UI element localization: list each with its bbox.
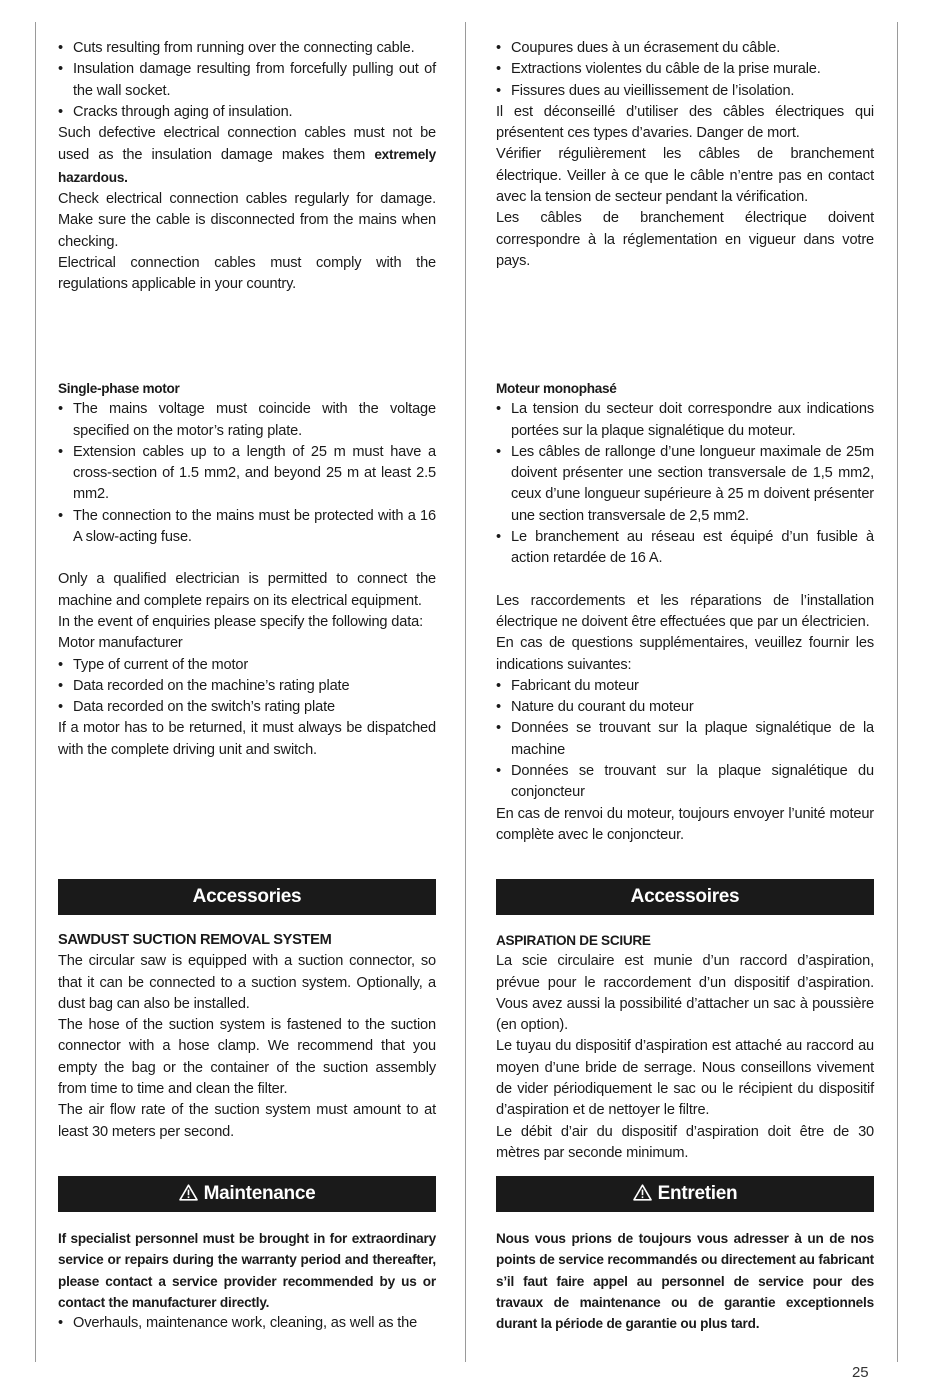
en-maintenance-title: Maintenance — [203, 1183, 316, 1204]
spacer — [496, 570, 874, 591]
en-accessories-section — [58, 930, 436, 1143]
fr-electrician-paragraph: Les raccordements et les réparations de l’installation électrique ne doivent être effectuées que par un électricien. — [496, 592, 874, 630]
fr-maintenance-notice: Nous vous prions de toujours vous adresser à un de nos points de service recommandés ou directement au fabricant s’il faut faire appel au personnel de service pour des travaux de maintenance ou de garantie exceptionnels durant la période de garantie ou plus tard. — [496, 1231, 874, 1332]
list-item: • Type of current of the motor — [58, 655, 436, 676]
en-warning-text: Such defective electrical connection cables must not be used as the insulation damage makes them — [58, 125, 436, 164]
fr-maintenance-header — [496, 1176, 874, 1212]
list-item: • Data recorded on the switch’s rating plate — [58, 697, 436, 718]
list-item: • Extractions violentes du câble de la prise murale. — [496, 59, 874, 80]
en-warning-paragraph — [58, 123, 436, 189]
fr-suction-p2: Le tuyau du dispositif d’aspiration est attaché au raccord au moyen d’une bride de serrage. Nous conseillons vivement de vider périodiquement le sac ou le récipient du dispositif d’aspiration et de nettoyer le filtre. — [496, 1038, 874, 1119]
list-item: • Overhauls, maintenance work, cleaning, as well as the — [58, 1313, 436, 1334]
en-maintenance-header — [58, 1176, 436, 1212]
list-item: • Cuts resulting from running over the connecting cable. — [58, 38, 436, 59]
fr-returned-paragraph: En cas de renvoi du moteur, toujours envoyer l’unité moteur complète avec le conjoncteur. — [496, 805, 874, 843]
en-motor-list — [58, 399, 436, 548]
list-item: • Coupures dues à un écrasement du câble. — [496, 38, 874, 59]
list-item: • Le branchement au réseau est équipé d’un fusible à action retardée de 16 A. — [496, 527, 874, 570]
en-suction-p2: The hose of the suction system is fastened to the suction connector with a hose clamp. We recommend that you empty the bag or the container of the suction assembly from time to time and clean the filter. — [58, 1017, 436, 1098]
en-suction-p3: The air flow rate of the suction system must amount to at least 30 meters per second. — [58, 1102, 436, 1140]
fr-accessories-header: Accessoires — [496, 879, 874, 915]
fr-maintenance-section — [496, 1228, 874, 1334]
en-warning-bold: extremely hazardous. — [58, 147, 436, 185]
en-motor-section — [58, 378, 436, 761]
en-damage-list — [58, 38, 436, 123]
list-item: • Extension cables up to a length of 25 m must have a cross-section of 1.5 mm2, and beyond 25 m at least 2.5 mm2. — [58, 442, 436, 506]
fr-suction-p3: Le débit d’air du dispositif d’aspiration doit être de 30 mètres par seconde minimum. — [496, 1123, 874, 1161]
list-item: • Les câbles de rallonge d’une longueur maximale de 25m doivent présenter une section transversale de 1,5 mm2, ceux d’une longueur supérieure à 25 m doivent présenter une section transversale de 2,5 mm2. — [496, 442, 874, 527]
list-item: • Insulation damage resulting from forcefully pulling out of the wall socket. — [58, 59, 436, 102]
spacer — [58, 548, 436, 569]
fr-data-list — [496, 676, 874, 804]
fr-maintenance-title: Entretien — [657, 1183, 738, 1204]
en-enquiries-paragraph: In the event of enquiries please specify the following data: — [58, 613, 424, 630]
fr-motor-section — [496, 378, 874, 846]
en-check-paragraph: Check electrical connection cables regularly for damage. Make sure the cable is disconnected from the mains when checking. — [58, 191, 436, 250]
list-item: • Données se trouvant sur la plaque signalétique du conjoncteur — [496, 761, 874, 804]
en-electrician-paragraph: Only a qualified electrician is permitted to connect the machine and complete repairs on its electrical equipment. — [58, 571, 436, 609]
en-motor-heading: Single-phase motor — [58, 381, 180, 396]
en-accessories-header: Accessories — [58, 879, 436, 915]
en-maintenance-list — [58, 1313, 436, 1334]
en-manufacturer-line: Motor manufacturer — [58, 635, 183, 652]
fr-suction-heading: ASPIRATION DE SCIURE — [496, 933, 651, 948]
fr-suction-p1: La scie circulaire est munie d’un raccord d’aspiration, prévue pour le raccordement d’un dispositif d’aspiration. Vous avez aussi la possibilité d’attacher un sac à poussière (en option). — [496, 953, 874, 1034]
warning-triangle-icon — [633, 1184, 652, 1201]
en-suction-heading: SAWDUST SUCTION REMOVAL SYSTEM — [58, 932, 332, 948]
list-item: • Données se trouvant sur la plaque signalétique de la machine — [496, 718, 874, 761]
en-comply-paragraph: Electrical connection cables must comply with the regulations applicable in your country. — [58, 254, 436, 293]
list-item: • La tension du secteur doit correspondre aux indications portées sur la plaque signalétique du moteur. — [496, 399, 874, 442]
en-data-list — [58, 655, 436, 719]
fr-check-paragraph: Vérifier régulièrement les câbles de branchement électrique. Veiller à ce que le câble n’entre pas en contact avec la tension de secteur pendant la vérification. — [496, 146, 874, 206]
list-item: • Fabricant du moteur — [496, 676, 874, 697]
fr-comply-paragraph: Les câbles de branchement électrique doivent correspondre à la réglementation en vigueur dans votre pays. — [496, 210, 874, 269]
list-item: • The connection to the mains must be protected with a 16 A slow-acting fuse. — [58, 506, 436, 549]
warning-triangle-icon — [179, 1184, 198, 1201]
fr-damage-list — [496, 38, 874, 102]
fr-motor-heading: Moteur monophasé — [496, 381, 617, 396]
en-cable-damage-section — [58, 38, 436, 296]
fr-accessories-section — [496, 930, 874, 1164]
list-item: • Cracks through aging of insulation. — [58, 102, 436, 123]
list-item: • Fissures dues au vieillissement de l’isolation. — [496, 81, 874, 102]
list-item: • Data recorded on the machine’s rating plate — [58, 676, 436, 697]
list-item: • Nature du courant du moteur — [496, 697, 874, 718]
page-number: 25 — [852, 1364, 869, 1381]
en-returned-paragraph: If a motor has to be returned, it must always be dispatched with the complete driving unit and switch. — [58, 720, 436, 758]
fr-danger-paragraph: Il est déconseillé d’utiliser des câbles électriques qui présentent ces types d’avaries. Danger de mort. — [496, 103, 874, 142]
column-divider-rule — [465, 22, 466, 1362]
fr-cable-damage-section — [496, 38, 874, 272]
fr-motor-list — [496, 399, 874, 569]
en-maintenance-notice: If specialist personnel must be brought in for extraordinary service or repairs during the warranty period and thereafter, please contact a service provider recommended by us or contact the manufacturer directly. — [58, 1231, 436, 1310]
en-maintenance-section — [58, 1228, 436, 1334]
right-margin-rule — [897, 22, 898, 1362]
list-item: • The mains voltage must coincide with the voltage specified on the motor’s rating plate. — [58, 399, 436, 442]
en-suction-p1: The circular saw is equipped with a suction connector, so that it can be connected to a suction system. Optionally, a dust bag can also be installed. — [58, 953, 436, 1012]
fr-enquiries-paragraph: En cas de questions supplémentaires, veuillez fournir les indications suivantes: — [496, 635, 874, 673]
left-margin-rule — [35, 22, 36, 1362]
